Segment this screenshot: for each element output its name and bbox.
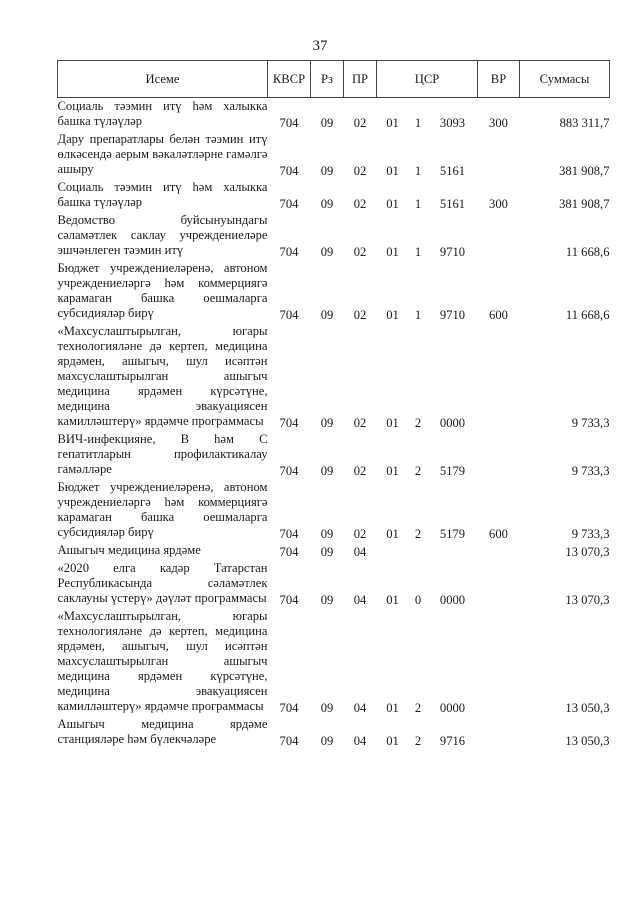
row-pr: 02 bbox=[353, 464, 367, 478]
row-amount: 11 668,6 bbox=[565, 308, 610, 322]
row-csr-code: 0000 bbox=[439, 416, 466, 430]
row-pr: 02 bbox=[353, 245, 367, 259]
row-amount: 13 050,3 bbox=[565, 734, 610, 748]
header-rz: Рз bbox=[311, 61, 344, 98]
row-kvsr: 704 bbox=[279, 416, 299, 430]
row-rz: 09 bbox=[320, 308, 334, 322]
row-vr: 600 bbox=[489, 527, 508, 541]
row-amount: 11 668,6 bbox=[565, 245, 610, 259]
table-row bbox=[58, 542, 610, 560]
row-pr: 04 bbox=[353, 545, 367, 559]
row-rz: 09 bbox=[320, 197, 334, 211]
row-csr-program: 01 bbox=[386, 245, 399, 259]
header-kvsr: КВСР bbox=[268, 61, 311, 98]
table-row bbox=[58, 560, 610, 608]
row-csr-code bbox=[428, 542, 478, 560]
row-csr-program: 01 bbox=[386, 416, 399, 430]
row-name: Дару препаратлары белән тәэмин итү өлкәсендә аерым вәкаләтләрне гамәлгә ашыру bbox=[57, 132, 268, 176]
row-csr-subprogram: 2 bbox=[414, 527, 422, 541]
row-name: «Махсуслаштырылган, югары технологияләне дә кертеп, медицина ярдәмен, ашыгыч, шул исәптән махсуслаштырылган ашыгыч медицина ярдәмен күрсәтүне, медицина эвакуациясен камилләштерү» ярдәмче программасы bbox=[57, 609, 268, 713]
row-vr: 300 bbox=[489, 116, 508, 130]
row-rz: 09 bbox=[320, 416, 334, 430]
header-name: Исеме bbox=[58, 61, 268, 98]
row-vr: 300 bbox=[489, 197, 508, 211]
row-kvsr: 704 bbox=[279, 197, 299, 211]
header-csr: ЦСР bbox=[377, 61, 478, 98]
table-row bbox=[58, 212, 610, 260]
row-csr-code: 0000 bbox=[439, 701, 466, 715]
row-vr bbox=[478, 431, 520, 479]
table-row bbox=[58, 179, 610, 212]
row-name: «Махсуслаштырылган, югары технологияләне дә кертеп, медицина ярдәмен, ашыгыч, шул исәптән махсуслаштырылган ашыгыч медицина ярдәмен күрсәтүне, медицина эвакуациясен камилләштерү» ярдәмче программасы bbox=[57, 324, 268, 428]
row-name: Социаль тәэмин итү һәм халыкка башка түләүләр bbox=[57, 180, 268, 209]
page-number: 37 bbox=[312, 38, 328, 54]
row-csr-subprogram: 2 bbox=[414, 464, 422, 478]
row-pr: 04 bbox=[353, 593, 367, 607]
row-kvsr: 704 bbox=[279, 593, 299, 607]
row-amount: 9 733,3 bbox=[571, 527, 610, 541]
row-rz: 09 bbox=[320, 464, 334, 478]
row-rz: 09 bbox=[320, 545, 334, 559]
row-rz: 09 bbox=[320, 701, 334, 715]
row-csr-subprogram: 1 bbox=[414, 116, 422, 130]
row-kvsr: 704 bbox=[279, 308, 299, 322]
row-vr bbox=[478, 131, 520, 179]
row-rz: 09 bbox=[320, 164, 334, 178]
row-csr-subprogram: 1 bbox=[414, 245, 422, 259]
row-csr-subprogram bbox=[409, 542, 428, 560]
table-row bbox=[58, 131, 610, 179]
table-row bbox=[58, 323, 610, 431]
row-csr-code: 0000 bbox=[439, 593, 466, 607]
row-rz: 09 bbox=[320, 593, 334, 607]
table-header-row bbox=[58, 61, 610, 98]
row-csr-program: 01 bbox=[386, 197, 399, 211]
row-name: Социаль тәэмин итү һәм халыкка башка түләүләр bbox=[57, 99, 268, 128]
table-row bbox=[58, 431, 610, 479]
row-name: Бюджет учреждениеләренә, автоном учреждениеләргә һәм коммерциягә карамаган башка оешмаларга субсидияләр бирү bbox=[57, 261, 268, 320]
row-csr-program: 01 bbox=[386, 164, 399, 178]
header-amount: Суммасы bbox=[520, 61, 610, 98]
row-amount: 9 733,3 bbox=[571, 464, 610, 478]
row-pr: 02 bbox=[353, 527, 367, 541]
row-pr: 02 bbox=[353, 164, 367, 178]
row-csr-code: 5161 bbox=[439, 197, 466, 211]
row-csr-program: 01 bbox=[386, 701, 399, 715]
row-amount: 9 733,3 bbox=[571, 416, 610, 430]
table-row bbox=[58, 479, 610, 542]
row-vr bbox=[478, 542, 520, 560]
row-csr-code: 9710 bbox=[439, 308, 466, 322]
row-csr-subprogram: 1 bbox=[414, 308, 422, 322]
row-name: Ведомство буйсынуындагы сәламәтлек саклау учреждениеләре эшчәнлеген тәэмин итү bbox=[57, 213, 268, 257]
row-csr-subprogram: 2 bbox=[414, 734, 422, 748]
row-rz: 09 bbox=[320, 527, 334, 541]
row-vr bbox=[478, 323, 520, 431]
row-name: Бюджет учреждениеләренә, автоном учреждениеләргә һәм коммерциягә карамаган башка оешмаларга субсидияләр бирү bbox=[57, 480, 268, 539]
row-pr: 02 bbox=[353, 416, 367, 430]
row-csr-code: 5179 bbox=[439, 464, 466, 478]
row-name: «2020 елга кадәр Татарстан Республикасында сәламәтлек саклауны үстерү» дәүләт программасы bbox=[57, 561, 268, 605]
row-csr-code: 9716 bbox=[439, 734, 466, 748]
row-csr-code: 5161 bbox=[439, 164, 466, 178]
row-amount: 13 050,3 bbox=[565, 701, 610, 715]
row-csr-program: 01 bbox=[386, 308, 399, 322]
row-pr: 02 bbox=[353, 197, 367, 211]
row-kvsr: 704 bbox=[279, 164, 299, 178]
row-amount: 13 070,3 bbox=[565, 545, 610, 559]
row-csr-code: 3093 bbox=[439, 116, 466, 130]
row-csr-subprogram: 2 bbox=[414, 701, 422, 715]
row-csr-subprogram: 0 bbox=[414, 593, 422, 607]
row-kvsr: 704 bbox=[279, 116, 299, 130]
row-pr: 04 bbox=[353, 701, 367, 715]
row-name: Ашыгыч медицина ярдәме станцияләре һәм бүлекчәләре bbox=[57, 717, 268, 746]
table-row bbox=[58, 260, 610, 323]
row-csr-program: 01 bbox=[386, 527, 399, 541]
row-amount: 13 070,3 bbox=[565, 593, 610, 607]
row-vr bbox=[478, 212, 520, 260]
row-kvsr: 704 bbox=[279, 464, 299, 478]
row-csr-code: 9710 bbox=[439, 245, 466, 259]
row-csr-code: 5179 bbox=[439, 527, 466, 541]
row-rz: 09 bbox=[320, 734, 334, 748]
row-vr: 600 bbox=[489, 308, 508, 322]
row-csr-program: 01 bbox=[386, 464, 399, 478]
row-csr-subprogram: 1 bbox=[414, 164, 422, 178]
row-name: ВИЧ-инфекцияне, В һәм С гепатитларын профилактикалау гамәлләре bbox=[57, 432, 268, 476]
header-vr: ВР bbox=[478, 61, 520, 98]
row-csr-program: 01 bbox=[386, 593, 399, 607]
row-name: Ашыгыч медицина ярдәме bbox=[57, 543, 201, 557]
row-vr bbox=[478, 716, 520, 749]
table-row bbox=[58, 716, 610, 749]
row-pr: 02 bbox=[353, 116, 367, 130]
row-csr-subprogram: 1 bbox=[414, 197, 422, 211]
table-row bbox=[58, 608, 610, 716]
budget-table bbox=[57, 60, 610, 749]
row-rz: 09 bbox=[320, 116, 334, 130]
row-kvsr: 704 bbox=[279, 245, 299, 259]
row-csr-program bbox=[377, 542, 409, 560]
table-row bbox=[58, 98, 610, 132]
row-kvsr: 704 bbox=[279, 527, 299, 541]
row-kvsr: 704 bbox=[279, 545, 299, 559]
row-amount: 381 908,7 bbox=[559, 197, 610, 211]
row-csr-program: 01 bbox=[386, 116, 399, 130]
row-kvsr: 704 bbox=[279, 734, 299, 748]
row-csr-program: 01 bbox=[386, 734, 399, 748]
header-pr: ПР bbox=[344, 61, 377, 98]
row-vr bbox=[478, 608, 520, 716]
row-amount: 381 908,7 bbox=[559, 164, 610, 178]
row-csr-subprogram: 2 bbox=[414, 416, 422, 430]
row-amount: 883 311,7 bbox=[559, 116, 610, 130]
row-kvsr: 704 bbox=[279, 701, 299, 715]
row-rz: 09 bbox=[320, 245, 334, 259]
row-vr bbox=[478, 560, 520, 608]
row-pr: 02 bbox=[353, 308, 367, 322]
row-pr: 04 bbox=[353, 734, 367, 748]
